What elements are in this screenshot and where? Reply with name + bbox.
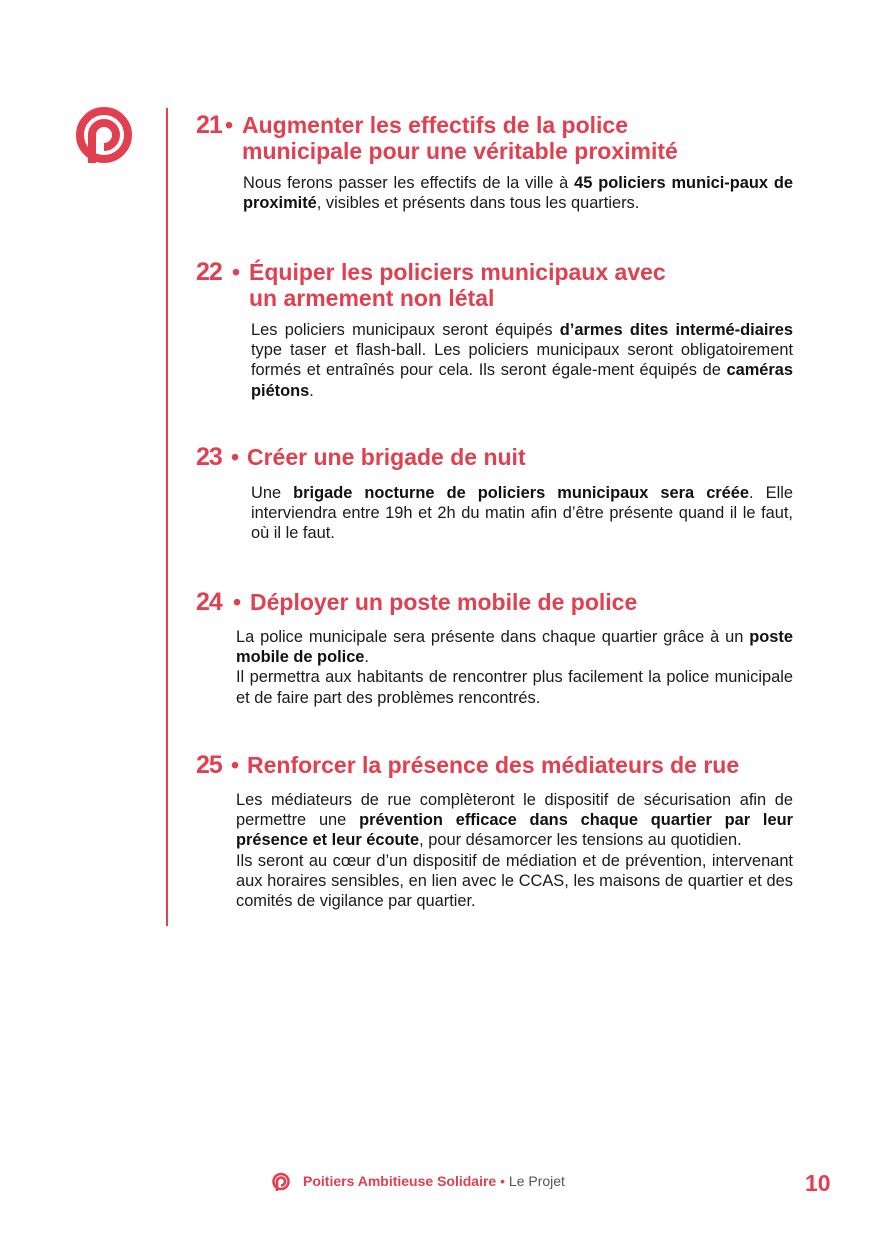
measure-25-title: 25 • Renforcer la présence des médiateurs de rue [196,751,740,779]
footer-subtitle: Le Projet [508,1173,565,1189]
measure-title-line: Déployer un poste mobile de police [250,589,638,615]
measure-22-body [251,320,793,401]
body-emphasis: d’armes dites intermé-diaires [559,321,793,339]
measure-21-body [243,173,793,213]
measure-24-title: 24 • Déployer un poste mobile de police [196,588,638,616]
measure-23-title: 23 • Créer une brigade de nuit [196,443,526,471]
measure-number: 24 [196,588,222,616]
measure-number: 22 [196,258,222,286]
body-text: Il permettra aux habitants de rencontrer plus facilement la police municipale et de faire part des problèmes rencontrés. [236,668,793,707]
footer-brand: Poitiers Ambitieuse Solidaire [303,1173,497,1189]
poitiers-logo-icon [70,106,138,166]
body-emphasis: brigade nocturne de policiers municipaux sera créée [293,484,750,502]
body-text: Ils seront au cœur d’un dispositif de médiation et de prévention, intervenant aux horaires sensibles, en lien avec le CCAS, les maisons de quartier et des comités de vigilance par quartier. [236,851,793,911]
body-text: Nous ferons passer les effectifs de la ville à [243,174,575,192]
body-text: . Elle interviendra entre 19h et 2h du matin afin d’être présente quand il le faut, où il le faut. [251,484,793,543]
body-text: Les médiateurs de rue complèteront le dispositif de sécurisation afin de permettre une [236,791,793,830]
measure-title-line: municipale pour une véritable proximité [242,138,678,164]
body-text: Les policiers municipaux seront équipés [251,321,560,339]
measure-title-line: Créer une brigade de nuit [247,444,526,470]
measure-title-line: Augmenter les effectifs de la police [242,112,629,138]
measure-title-line: un armement non létal [249,285,495,311]
body-text: , pour désamorcer les tensions au quotidien. [419,831,742,850]
page-footer [0,1170,875,1196]
body-emphasis: poste mobile de police [236,628,793,667]
measure-25-body [236,790,793,911]
body-text: Une [251,484,294,502]
vertical-divider [166,108,168,926]
body-text: . [309,381,314,400]
measure-title-line: Renforcer la présence des médiateurs de rue [247,752,740,778]
page-number: 10 [805,1170,831,1196]
body-text: , visibles et présents dans tous les quartiers. [316,194,640,213]
poitiers-logo-small-icon [270,1172,292,1192]
measure-24-body [236,627,793,708]
body-emphasis: prévention efficace dans chaque quartier par leur présence et leur écoute [236,811,793,850]
body-text: type taser et flash-ball. Les policiers municipaux seront obligatoirement formés et entraînés pour cela. Ils seront égale-ment équipés de [251,341,793,380]
measure-23-body [251,483,793,544]
measure-number: 21 [196,111,222,139]
measure-22-title: 22 • Équiper les policiers municipaux avec un armement non létal [196,258,666,311]
measure-21-title: 21 • Augmenter les effectifs de la police municipale pour une véritable proximité [196,111,678,164]
footer-text [303,1173,565,1189]
body-text: La police municipale sera présente dans chaque quartier grâce à un [236,628,750,646]
measure-title-line: Équiper les policiers municipaux avec [249,259,666,285]
measure-number: 23 [196,443,222,471]
footer-separator: • [496,1173,509,1189]
measure-number: 25 [196,751,222,779]
body-text: . [364,648,369,667]
body-emphasis: caméras piétons [251,361,793,400]
body-emphasis: 45 policiers munici-paux de proximité [243,174,793,213]
